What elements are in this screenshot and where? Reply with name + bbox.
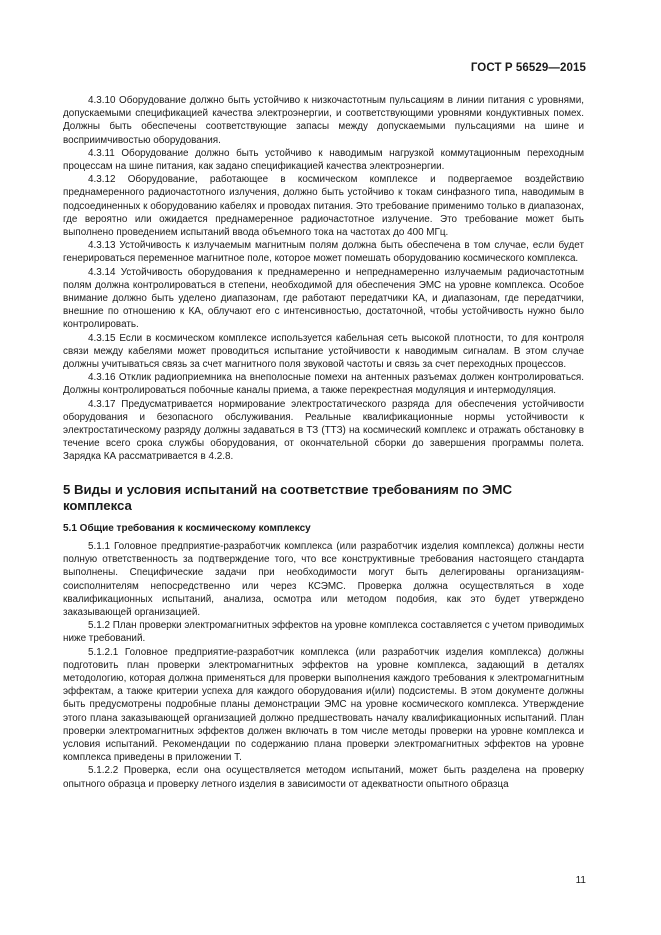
standard-number: ГОСТ Р 56529—2015 — [470, 62, 586, 74]
paragraph-4-3-17: 4.3.17 Предусматривается нормирование электростатического разряда для обеспечения устойчивости оборудования и безопасного обслуживания. Реальные квалификационные нормы устойчивости к электростатическому разряду должны задаваться в ТЗ (ТТЗ) на космический комплекс и отражать обстановку в течение всего срока службы оборудования, от окончательной сборки до завершения программы полета. Зарядка КА рассматривается в 4.2.8. — [63, 398, 584, 463]
subsection-heading: 5.1 Общие требования к космическому комплексу — [63, 522, 311, 534]
paragraph-5-1-2-2: 5.1.2.2 Проверка, если она осуществляется методом испытаний, может быть разделена на проверку опытного образца и проверку летного изделия в зависимости от адекватности опытного образца — [63, 765, 584, 790]
paragraph-4-3-15: 4.3.15 Если в космическом комплексе используется кабельная сеть высокой плотности, то для контроля связи между кабелями может проводиться испытание устойчивости к наводимым сигналам. В этом случае должны учитываться связь за счет магнитного поля звуковой частоты и связь за счет переходных процессов. — [63, 332, 584, 371]
section-heading: 5 Виды и условия испытаний на соответствие требованиям по ЭМС комплекса — [63, 481, 512, 513]
paragraph-4-3-16: 4.3.16 Отклик радиоприемника на внеполосные помехи на антенных разъемах должен контролироваться. Должны контролироваться побочные каналы приема, а также перекрестная модуляция и интермодуляция. — [63, 372, 584, 397]
paragraph-4-3-12: 4.3.12 Оборудование, работающее в космическом комплексе и подвергаемое воздействию преднамеренного радиочастотного излучения, должно быть устойчиво к токам синфазного типа, наводимым в подсоединенных к оборудованию кабелях и проводах питания. Это требование применимо только в диапазонах, где вероятно или ожидается преднамеренное радиочастотное излучение. Это требование может быть выполнено проведением испытаний ввода объемного тока на частотах до 400 МГц. — [63, 174, 584, 239]
paragraph-5-1-2-1: 5.1.2.1 Головное предприятие-разработчик комплекса (или разработчик изделия комплекса) должны подготовить план проверки электромагнитных эффектов на уровне комплекса, задающий в деталях методологию, которая должна применяться для проверки выполнения каждого требования к электромагнитным эффектам, а также критерии успеха для каждого оборудования и(или) подсистемы. В этом документе должны быть предусмотрены подробные планы демонстрации ЭМС на уровне космического комплекса. Утверждение этого плана заказывающей организацией должно предшествовать началу квалификационных испытаний. План проверки электромагнитных эффектов должен включать в том числе методы проверки на уровне комплекса и условия испытаний. Рекомендации по содержанию плана проверки электромагнитных эффектов на уровне комплекса приведены в приложении Т. — [63, 646, 584, 764]
paragraph-4-3-14: 4.3.14 Устойчивость оборудования к преднамеренно и непреднамеренно излучаемым радиочастотным полям должна контролироваться в степени, необходимой для обеспечения ЭМС на уровне комплекса. Особое внимание должно быть уделено диапазонам, где работают передатчики КА, и диапазонам, где передатчики, внешние по отношению к КА, облучают его с интенсивностью, достаточной, чтобы устойчивость нужно было контролировать. — [63, 266, 584, 331]
document-body — [63, 94, 584, 791]
paragraph-4-3-11: 4.3.11 Оборудование должно быть устойчиво к наводимым нагрузкой коммутационным переходным процессам на шине питания, как задано спецификацией качества электроэнергии. — [63, 147, 584, 173]
paragraph-4-3-13: 4.3.13 Устойчивость к излучаемым магнитным полям должна быть обеспечена в том случае, если будет генерироваться переменное магнитное поле, которое может помешать оборудованию космического комплекса. — [63, 240, 584, 265]
paragraph-5-1-1: 5.1.1 Головное предприятие-разработчик комплекса (или разработчик изделия комплекса) должны нести полную ответственность за подтверждение того, что все конструктивные требования настоящего стандарта выполнены. Специфические задачи при необходимости могут быть делегированы организациям-соисполнителям непосредственно или через КСЭМС. Проверка должна осуществляться в ходе квалификационных испытаний, анализа, осмотра или методом подобия, как это будет утверждено заказывающей организацией. — [63, 540, 584, 618]
paragraph-4-3-10: 4.3.10 Оборудование должно быть устойчиво к низкочастотным пульсациям в линии питания с уровнями, допускаемыми спецификацией качества электроэнергии, и соответствующими уровнями кондуктивных помех. Должны быть обеспечены соответствующие запасы между допускаемыми пульсациями на шине и восприимчивостью оборудования. — [63, 95, 584, 146]
page-number: 11 — [575, 875, 586, 886]
paragraph-5-1-2: 5.1.2 План проверки электромагнитных эффектов на уровне комплекса составляется с учетом приводимых ниже требований. — [63, 620, 584, 645]
